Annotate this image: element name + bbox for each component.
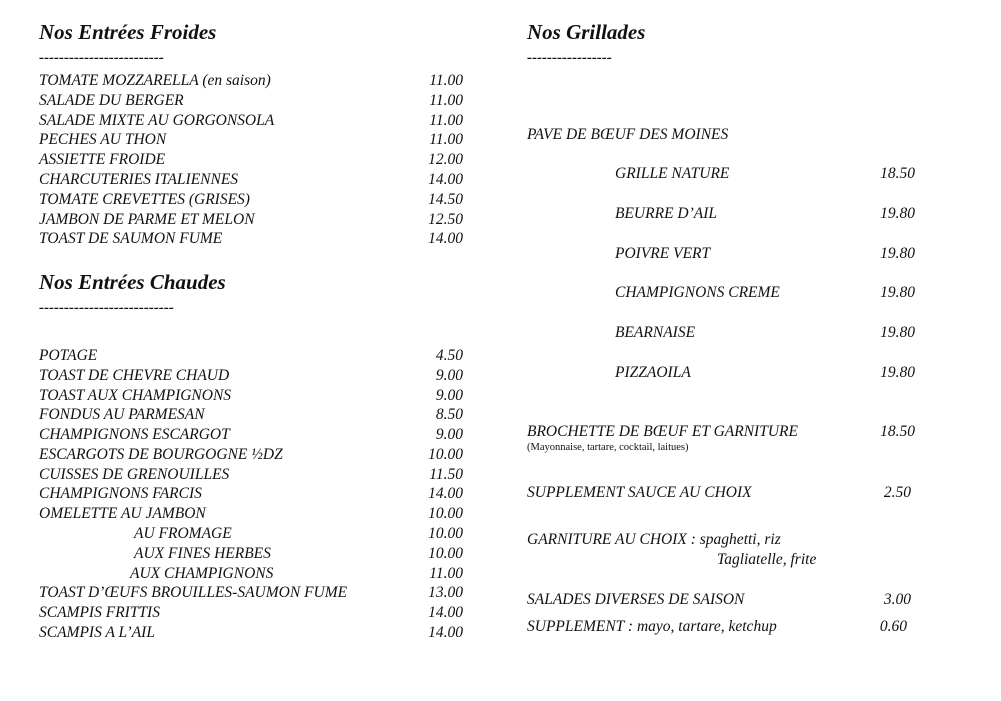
cold-starters-title: Nos Entrées Froides xyxy=(39,20,217,44)
sauce-name: CHAMPIGNONS CREME xyxy=(615,284,780,301)
item-name: SALADE MIXTE AU GORGONSOLA xyxy=(39,112,275,129)
item-name: TOMATE MOZZARELLA (en saison) xyxy=(39,72,271,89)
garniture-line-2: Tagliatelle, frite xyxy=(717,551,817,568)
item-name: ASSIETTE FROIDE xyxy=(39,151,166,168)
item-price: 9.00 xyxy=(435,387,463,404)
supplement-sauce-name: SUPPLEMENT SAUCE AU CHOIX xyxy=(527,484,752,501)
item-name: CHAMPIGNONS FARCIS xyxy=(39,485,202,502)
grills-title: Nos Grillades xyxy=(527,20,646,44)
item-price: 10.00 xyxy=(428,446,463,463)
item-price: 14.00 xyxy=(428,624,463,641)
salades-name: SALADES DIVERSES DE SAISON xyxy=(527,591,745,608)
menu-item xyxy=(39,505,463,525)
menu-item xyxy=(39,72,463,92)
pave-title: PAVE DE BŒUF DES MOINES xyxy=(527,126,729,143)
menu-item xyxy=(39,525,463,545)
item-name: SCAMPIS A L’AIL xyxy=(39,624,155,641)
menu-item xyxy=(39,92,463,112)
item-name: TOAST DE CHEVRE CHAUD xyxy=(39,367,230,384)
menu-item xyxy=(39,211,463,231)
menu-item xyxy=(39,584,463,604)
menu-item xyxy=(39,624,463,644)
item-price: 10.00 xyxy=(428,525,463,542)
item-price: 11.00 xyxy=(429,131,463,148)
sauce-price: 19.80 xyxy=(880,245,915,262)
item-name: TOAST DE SAUMON FUME xyxy=(39,230,223,247)
menu-item xyxy=(39,112,463,132)
item-price: 11.50 xyxy=(429,466,463,483)
menu-item xyxy=(39,387,463,407)
sauce-name: POIVRE VERT xyxy=(615,245,711,262)
sauce-price: 19.80 xyxy=(880,364,915,381)
brochette-name: BROCHETTE DE BŒUF ET GARNITURE xyxy=(527,423,798,440)
item-name: AU FROMAGE xyxy=(134,525,232,542)
sauce-name: PIZZAOILA xyxy=(615,364,691,381)
cold-starters-underline: ------------------------- xyxy=(39,50,164,66)
sauce-name: BEARNAISE xyxy=(615,324,696,341)
item-name: ESCARGOTS DE BOURGOGNE ½DZ xyxy=(39,446,283,463)
menu-item xyxy=(39,604,463,624)
hot-starters-underline: --------------------------- xyxy=(39,300,174,316)
item-price: 11.00 xyxy=(429,72,463,89)
brochette-price: 18.50 xyxy=(880,423,915,440)
menu-item xyxy=(39,230,463,250)
item-name: FONDUS AU PARMESAN xyxy=(39,406,205,423)
item-price: 11.00 xyxy=(429,565,463,582)
menu-item xyxy=(39,367,463,387)
item-price: 10.00 xyxy=(428,505,463,522)
item-name: CHAMPIGNONS ESCARGOT xyxy=(39,426,230,443)
item-name: PECHES AU THON xyxy=(39,131,167,148)
item-name: CUISSES DE GRENOUILLES xyxy=(39,466,230,483)
grills-underline: ----------------- xyxy=(527,50,612,66)
item-price: 8.50 xyxy=(435,406,463,423)
brochette-note: (Mayonnaise, tartare, cocktail, laitues) xyxy=(527,442,689,453)
supplement-sauce-price: 2.50 xyxy=(883,484,911,501)
item-price: 14.00 xyxy=(428,485,463,502)
menu-item xyxy=(39,191,463,211)
item-price: 11.00 xyxy=(429,92,463,109)
sauce-name: GRILLE NATURE xyxy=(615,165,730,182)
menu-item xyxy=(39,565,463,585)
sauce-price: 18.50 xyxy=(880,165,915,182)
sauce-price: 19.80 xyxy=(880,205,915,222)
menu-item xyxy=(39,171,463,191)
item-price: 13.00 xyxy=(428,584,463,601)
item-name: POTAGE xyxy=(39,347,98,364)
item-name: TOAST D’ŒUFS BROUILLES-SAUMON FUME xyxy=(39,584,348,601)
item-price: 14.00 xyxy=(428,604,463,621)
menu-item xyxy=(39,151,463,171)
menu-item xyxy=(39,446,463,466)
item-name: SALADE DU BERGER xyxy=(39,92,184,109)
item-price: 10.00 xyxy=(428,545,463,562)
menu-item xyxy=(39,466,463,486)
item-price: 14.00 xyxy=(428,230,463,247)
hot-starters-title: Nos Entrées Chaudes xyxy=(39,270,226,294)
item-price: 12.50 xyxy=(428,211,463,228)
menu-item xyxy=(39,485,463,505)
item-name: AUX CHAMPIGNONS xyxy=(130,565,274,582)
menu-item xyxy=(39,406,463,426)
item-name: CHARCUTERIES ITALIENNES xyxy=(39,171,239,188)
garniture-line-1: GARNITURE AU CHOIX : spaghetti, riz xyxy=(527,531,781,548)
item-name: TOMATE CREVETTES (GRISES) xyxy=(39,191,250,208)
item-price: 9.00 xyxy=(435,426,463,443)
menu-item xyxy=(39,347,463,367)
sauce-price: 19.80 xyxy=(880,324,915,341)
menu-item xyxy=(39,131,463,151)
supplement-price: 0.60 xyxy=(879,618,907,635)
supplement-name: SUPPLEMENT : mayo, tartare, ketchup xyxy=(527,618,777,635)
item-name: JAMBON DE PARME ET MELON xyxy=(39,211,255,228)
item-name: OMELETTE AU JAMBON xyxy=(39,505,206,522)
item-name: SCAMPIS FRITTIS xyxy=(39,604,160,621)
item-name: AUX FINES HERBES xyxy=(134,545,271,562)
menu-item xyxy=(39,545,463,565)
item-name: TOAST AUX CHAMPIGNONS xyxy=(39,387,232,404)
item-price: 12.00 xyxy=(428,151,463,168)
item-price: 14.00 xyxy=(428,171,463,188)
item-price: 9.00 xyxy=(435,367,463,384)
sauce-price: 19.80 xyxy=(880,284,915,301)
menu-item xyxy=(39,426,463,446)
sauce-name: BEURRE D’AIL xyxy=(615,205,718,222)
item-price: 11.00 xyxy=(429,112,463,129)
salades-price: 3.00 xyxy=(883,591,911,608)
item-price: 14.50 xyxy=(428,191,463,208)
item-price: 4.50 xyxy=(435,347,463,364)
